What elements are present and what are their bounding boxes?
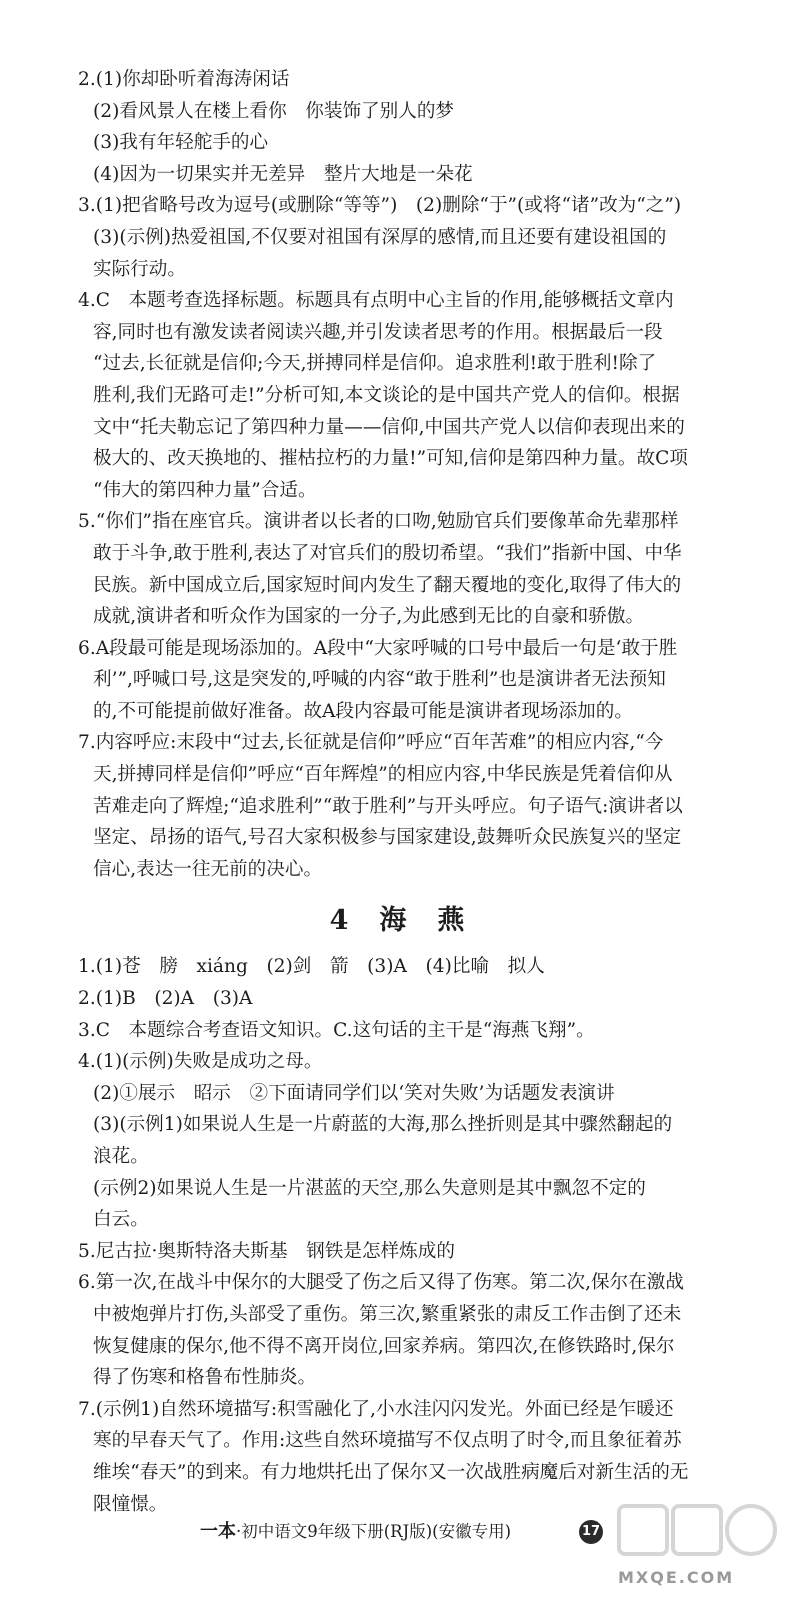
answer-line: 6.A段最可能是现场添加的。A段中“大家呼喊的口号中最后一句是‘敢于胜 bbox=[78, 637, 678, 659]
answer-line: 浪花。 bbox=[93, 1146, 149, 1167]
answer-line: 容,同时也有激发读者阅读兴趣,并引发读者思考的作用。根据最后一段 bbox=[93, 321, 663, 343]
answer-line: 2.(1)B (2)A (3)A bbox=[78, 988, 253, 1010]
answer-line: 3.(1)把省略号改为逗号(或删除“等等”) (2)删除“于”(或将“诸”改为“之”) bbox=[78, 195, 682, 217]
watermark-text: MXQE.COM bbox=[618, 1568, 735, 1587]
answer-line: 实际行动。 bbox=[93, 258, 186, 280]
answer-line: 4.(1)(示例)失败是成功之母。 bbox=[78, 1051, 323, 1073]
answer-line: 得了伤寒和格鲁布性肺炎。 bbox=[93, 1367, 317, 1389]
answer-line: 中被炮弹片打伤,头部受了重伤。第三次,繁重紧张的肃反工作击倒了还未 bbox=[93, 1303, 682, 1325]
answer-line: (2)看风景人在楼上看你 你装饰了别人的梦 bbox=[93, 100, 455, 122]
page-number-badge: 17 bbox=[579, 1520, 603, 1544]
section-title: 4 海 燕 bbox=[329, 905, 467, 937]
answer-line: 维埃“春天”的到来。有力地烘托出了保尔又一次战胜病魔后对新生活的无 bbox=[93, 1461, 689, 1483]
answer-line: 胜利,我们无路可走!”分析可知,本文谈论的是中国共产党人的信仰。根据 bbox=[93, 384, 680, 406]
answer-line: 坚定、昂扬的语气,号召大家积极参与国家建设,鼓舞听众民族复兴的坚定 bbox=[93, 827, 682, 849]
answer-line: “伟大的第四种力量”合适。 bbox=[93, 479, 317, 501]
answer-line: 3.C 本题综合考查语文知识。C.这句话的主干是“海燕飞翔”。 bbox=[78, 1019, 595, 1041]
answer-line: 文中“托夫勒忘记了第四种力量——信仰,中国共产党人以信仰表现出来的 bbox=[93, 416, 685, 438]
footer-book-title: ·初中语文9年级下册(RJ版)(安徽专用) bbox=[236, 1522, 512, 1541]
answer-line: 6.第一次,在战斗中保尔的大腿受了伤之后又得了伤寒。第二次,保尔在激战 bbox=[78, 1272, 684, 1294]
answer-line: 利’”,呼喊口号,这是突发的,呼喊的内容“敢于胜利”也是演讲者无法预知 bbox=[93, 669, 666, 691]
answer-line: 1.(1)苍 膀 xiáng (2)剑 箭 (3)A (4)比喻 拟人 bbox=[78, 956, 545, 978]
answer-line: 2.(1)你却卧听着海涛闲话 bbox=[78, 69, 290, 90]
answer-line: 4.C 本题考查选择标题。标题具有点明中心主旨的作用,能够概括文章内 bbox=[78, 290, 674, 312]
answer-line: 天,拼搏同样是信仰”呼应“百年辉煌”的相应内容,中华民族是凭着信仰从 bbox=[93, 764, 673, 786]
answer-line: 民族。新中国成立后,国家短时间内发生了翻天覆地的变化,取得了伟大的 bbox=[93, 574, 682, 596]
answer-line: 极大的、改天换地的、摧枯拉朽的力量!”可知,信仰是第四种力量。故C项 bbox=[93, 448, 688, 470]
answer-line: “过去,长征就是信仰;今天,拼搏同样是信仰。追求胜利!敢于胜利!除了 bbox=[93, 353, 657, 375]
answer-line: (4)因为一切果实并无差异 整片大地是一朵花 bbox=[93, 163, 473, 185]
answer-line: 成就,演讲者和听众作为国家的一分子,为此感到无比的自豪和骄傲。 bbox=[93, 606, 645, 628]
answer-line: 寒的早春天气了。作用:这些自然环境描写不仅点明了时令,而且象征着苏 bbox=[93, 1430, 682, 1452]
answer-line: (2)①展示 昭示 ②下面请同学们以‘笑对失败’为话题发表演讲 bbox=[93, 1082, 615, 1104]
answer-line: (3)(示例1)如果说人生是一片蔚蓝的大海,那么挫折则是其中骤然翻起的 bbox=[93, 1114, 673, 1136]
answer-line: (3)我有年轻舵手的心 bbox=[93, 132, 269, 154]
answer-line: 信心,表达一往无前的决心。 bbox=[93, 858, 323, 880]
answers-section-4 bbox=[78, 951, 718, 1520]
answer-line: 敢于斗争,敢于胜利,表达了对官兵们的殷切希望。“我们”指新中国、中华 bbox=[93, 542, 682, 564]
answer-content bbox=[78, 64, 718, 1520]
footer-brand: 一本 bbox=[200, 1521, 236, 1542]
answer-line: 5.尼古拉·奥斯特洛夫斯基 钢铁是怎样炼成的 bbox=[78, 1240, 455, 1262]
answer-line: 限憧憬。 bbox=[93, 1493, 168, 1515]
answer-line: 5.“你们”指在座官兵。演讲者以长者的口吻,勉励官兵们要像革命先辈那样 bbox=[78, 511, 679, 533]
answer-line: 苦难走向了辉煌;“追求胜利”“敢于胜利”与开头呼应。句子语气:演讲者以 bbox=[93, 795, 683, 817]
answer-line: 7.内容呼应:末段中“过去,长征就是信仰”呼应“百年苦难”的相应内容,“今 bbox=[78, 732, 664, 754]
answer-line: (示例2)如果说人生是一片湛蓝的天空,那么失意则是其中飘忽不定的 bbox=[93, 1177, 646, 1199]
answer-line: 恢复健康的保尔,他不得不离开岗位,回家养病。第四次,在修铁路时,保尔 bbox=[93, 1335, 675, 1357]
answer-line: 白云。 bbox=[93, 1209, 149, 1231]
answer-line: 的,不可能提前做好准备。故A段内容最可能是演讲者现场添加的。 bbox=[93, 700, 633, 722]
answer-line: 7.(示例1)自然环境描写:积雪融化了,小水洼闪闪发光。外面已经是乍暖还 bbox=[78, 1398, 674, 1420]
answer-line: (3)(示例)热爱祖国,不仅要对祖国有深厚的感情,而且还要有建设祖国的 bbox=[93, 226, 667, 248]
answers-section-3 bbox=[78, 64, 718, 885]
